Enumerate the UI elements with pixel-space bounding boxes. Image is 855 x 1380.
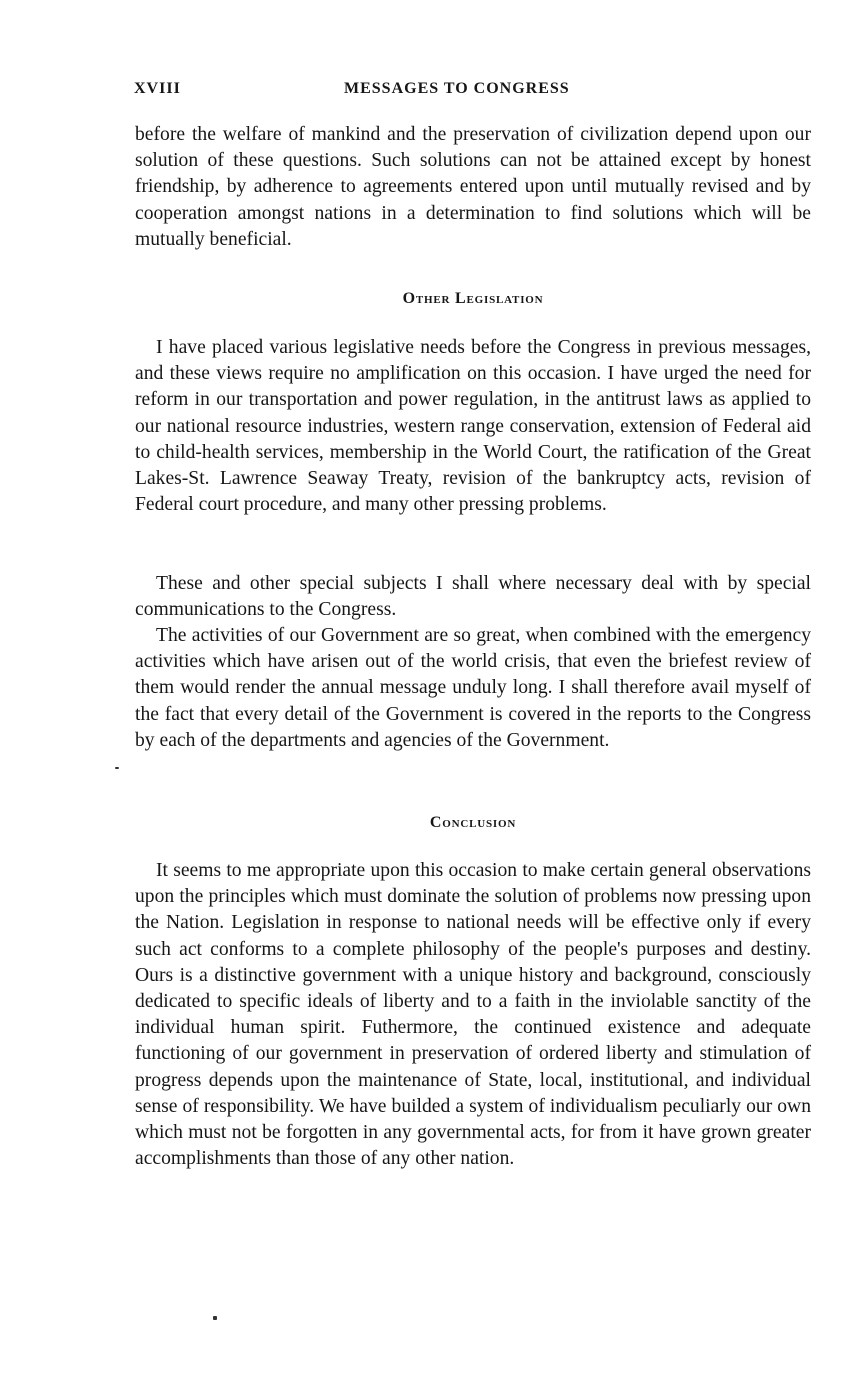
paragraph-special-subjects: These and other special subjects I shall where necessary deal with by special communications to the Congress. (135, 573, 811, 621)
section-heading-other-legislation: Other Legislation (402, 290, 544, 307)
running-title: MESSAGES TO CONGRESS (344, 80, 570, 97)
scan-speck (115, 767, 119, 769)
scan-speck (213, 1316, 217, 1320)
page-number: XVIII (134, 80, 181, 97)
paragraph-legislative-needs: I have placed various legislative needs before the Congress in previous messages, and these views require no amplification on this occasion. I have urged the need for reform in our transportation and power regulation, in the antitrust laws as applied to our national resource industries, western range conservation, extension of Federal aid to child-health services, membership in the World Court, the ratification of the Great Lakes-St. Lawrence Seaway Treaty, revision of the bankruptcy acts, revision of Federal court procedure, and many other pressing problems. (135, 337, 811, 516)
section-heading-conclusion: Conclusion (429, 814, 517, 831)
paragraph-continuation: before the welfare of mankind and the preservation of civilization depend upon our solution of these questions. Such solutions can not be attained except by honest friendship, by adherence to agreements entered upon until mutually revised and by cooperation amongst nations in a determination to find solutions which will be mutually beneficial. (135, 124, 811, 250)
paragraph-government-activities: The activities of our Government are so great, when combined with the emergency activities which have arisen out of the world crisis, that even the briefest review of them would render the annual message unduly long. I shall therefore avail myself of the fact that every detail of the Government is covered in the reports to the Congress by each of the departments and agencies of the Government. (135, 625, 811, 751)
running-head (134, 80, 810, 104)
paragraph-conclusion: It seems to me appropriate upon this occasion to make certain general observations upon the principles which must dominate the solution of problems now pressing upon the Nation. Legislation in response to national needs will be effective only if every such act conforms to a complete philosophy of the people's purposes and destiny. Ours is a distinctive government with a unique history and background, consciously dedicated to specific ideals of liberty and to a faith in the inviolable sanctity of the individual human spirit. Futhermore, the continued existence and adequate functioning of our government in preservation of ordered liberty and stimulation of progress depends upon the maintenance of State, local, institutional, and individual sense of responsibility. We have builded a system of individualism peculiarly our own which must not be forgotten in any governmental acts, for from it have grown greater accomplishments than those of any other nation. (135, 860, 811, 1170)
